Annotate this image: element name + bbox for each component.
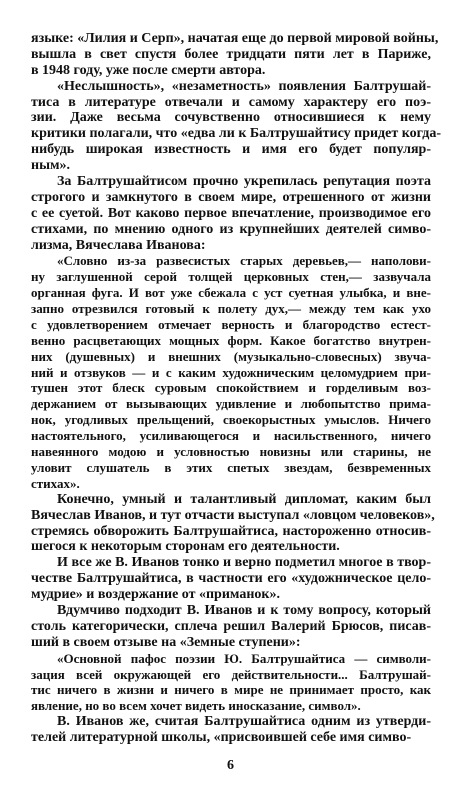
text-line: За Балтрушайтисом прочно укрепилась репутация поэта — [57, 174, 431, 189]
text-line: ний и отзвуков — и с каким художническим целомудрием при- — [31, 364, 431, 380]
text-line: ну заглушенной серой толщей церковных стен,— зазвучала — [31, 269, 431, 285]
text-line: них (душевных) и внешних (музыкально-словесных) звуча- — [31, 348, 431, 364]
text-line: зация всей окружающей его действительности... Балтрушай- — [31, 666, 431, 682]
text-line: с удовлетворением отмечает верность и благородство естест- — [31, 316, 431, 332]
text-line: тушен этот блеск суровым спокойствием и горделивым воз- — [31, 380, 431, 396]
text-line: вышла в свет спустя более тридцати пяти лет в Париже, — [31, 46, 431, 62]
text-line: органная фуга. И вот уже сбежала с уст суетная улыбка, и вне- — [31, 285, 431, 301]
text-line: стихах». — [31, 475, 80, 491]
text-line: столь категорически, сплеча решил Валерий Брюсов, писав- — [31, 618, 431, 634]
text-line: навеянного модою и условностью новизны или старины, не — [31, 443, 431, 459]
paragraph — [31, 31, 439, 79]
paragraph — [31, 555, 431, 603]
paragraph — [31, 78, 441, 174]
text-line: мудрие» и воздержание от «приманок». — [31, 587, 280, 603]
text-line: зии. Даже весьма сочувственно относившиеся к нему — [31, 110, 431, 126]
text-line: честве Балтрушайтиса, в частности его «художническое цело- — [31, 571, 431, 587]
text-line: стихами, по мнению одного из крупнейших деятелей симво- — [31, 221, 431, 237]
text-line: тис ничего в жизни и ничего в мире не принимает просто, как — [31, 682, 431, 698]
text-line: с ее суетой. Вот каково первое впечатление, производимое его — [31, 205, 431, 221]
text-line: венно расцветающих мощных форм. Какое богатство внутрен- — [31, 332, 431, 348]
text-line: нок, угодливых прельщений, своекорыстных умыслов. Ничего — [31, 412, 431, 428]
text-line: Конечно, умный и талантливый дипломат, каким был — [57, 491, 431, 507]
text-line: ший в своем отзыве на «Земные ступени»: — [31, 634, 301, 650]
text-line: держанием от вызывающих удивление и любопытство примa- — [31, 396, 431, 412]
text-line: строгого и замкнутого в своем мире, отрешенного от жизни — [31, 189, 431, 205]
paragraph — [31, 714, 431, 746]
text-line: И все же В. Иванов тонко и верно подметил многое в твор- — [57, 555, 431, 571]
paragraph — [31, 603, 431, 651]
text-line: стремясь обворожить Балтрушайтиса, настороженно относив- — [31, 523, 431, 539]
text-line: «Неслышность», «незаметность» появления Балтрушай- — [57, 78, 431, 94]
paragraph — [31, 174, 431, 253]
text-line: настоятельного, усиливающегося и насильственного, ничего — [31, 428, 431, 444]
text-line: «Основной пафос поэзии Ю. Балтрушайтиса — символи- — [57, 650, 431, 666]
paragraph — [31, 491, 435, 556]
block-quote — [31, 651, 431, 715]
text-line: в 1948 году, уже после смерти автора. — [31, 62, 266, 78]
text-line: Вдумчиво подходит В. Иванов и к тому вопросу, который — [57, 603, 431, 618]
page-number: 6 — [227, 758, 234, 773]
text-line: «Словно из-за развесистых старых деревьев,— наполови- — [57, 253, 431, 269]
text-line: телей литературной школы, «присвоившей себе имя симво- — [31, 730, 412, 746]
text-line: нибудь широкая известность и имя его будет популяр- — [31, 142, 431, 158]
text-line: явление, но во всем хочет видеть иносказание, символ». — [31, 698, 361, 714]
text-line: уловит слушатель в этих спетых звездам, безвременных — [31, 459, 431, 475]
text-line: В. Иванов же, считая Балтрушайтиса одним из утверди- — [57, 714, 431, 730]
text-line: ным». — [31, 158, 71, 174]
text-line: лизма, Вячеслава Иванова: — [31, 237, 206, 253]
block-quote — [31, 253, 431, 491]
text-line: языке: «Лилия и Серп», начатая еще до первой мировой войны, — [31, 31, 439, 46]
text-line: тиса в литературе отвечали и самому характеру его поэ- — [31, 94, 431, 110]
text-line: критики полагали, что «едва ли к Балтрушайтису придет когда- — [31, 126, 441, 142]
text-line: Вячеслав Иванов, и тут отчасти выступал «ловцом человеков», — [31, 507, 435, 523]
text-line: шегося к некоторым сторонам его деятельности. — [31, 539, 340, 555]
text-line: запно отрезвился готовый к полету дух,— между тем как ухо — [31, 301, 431, 317]
